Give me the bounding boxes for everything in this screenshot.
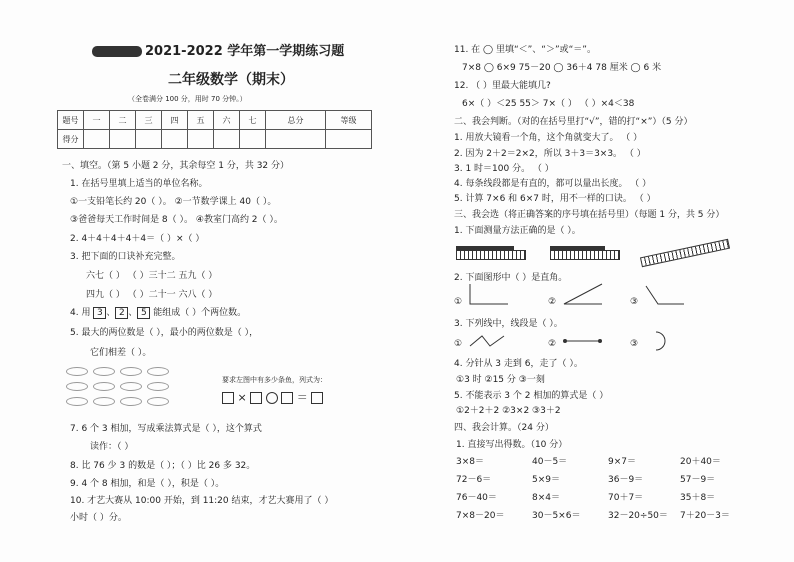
fish-icon [93,367,115,376]
zigzag-line-figure [468,332,508,350]
calc-item: 76－40＝ [456,493,497,503]
score-header-cell: 四 [162,111,188,130]
judge-2: 2. 因为 2＋2＝2×2，所以 3＋3＝3×3。 （ ） [454,149,646,159]
calc-item: 30－5×6＝ [532,511,581,521]
fish-icon [66,382,88,391]
score-header-cell: 七 [240,111,266,130]
question-11: 11. 在 ◯ 里填“＜”、“＞”或“＝”。 [454,45,596,55]
question-7-a: 7. 6 个 3 相加，写成乘法算式是（ ），这个算式 [70,424,262,434]
question-3-row-b: 四九（ ） （ ）二十一 六八（ ） [86,290,218,300]
score-cell[interactable] [162,130,188,149]
section-4-heading: 四、我会计算。（24 分） [454,423,554,433]
calc-item: 36－9＝ [608,475,644,485]
question-12: 12. （ ）里最大能填几? [454,81,551,91]
question-4-prefix: 4. 用 [70,308,91,318]
calc-item: 20＋40＝ [680,457,721,467]
question-11-items: 7×8 ◯ 6×9 75－20 ◯ 36＋4 78 厘米 ◯ 6 米 [462,63,662,73]
question-3-row-a: 六七（ ） （ ）三十二 五九（ ） [86,271,218,281]
fish-icon [147,382,169,391]
choice-1: 1. 下面测量方法正确的是（ ）。 [454,226,581,236]
exam-title: 2021-2022 学年第一学期练习题 [145,44,345,59]
question-4-suffix: 能组成（ ）个两位数。 [153,308,247,318]
section-2-heading: 二、我会判断。（对的在括号里打“√”，错的打“×”）（5 分） [454,117,693,127]
judge-1: 1. 用放大镜看一个角，这个角就变大了。 （ ） [454,133,643,143]
question-9: 9. 4 个 8 相加，和是（ ），积是（ ）。 [70,479,225,489]
digit-card-2: 2 [115,307,128,319]
calc-item: 40－5＝ [532,457,568,467]
judge-5: 5. 计算 7×6 和 6×7 时，用不一样的口诀。 （ ） [454,194,656,204]
score-cell[interactable] [326,130,372,149]
answer-box[interactable] [281,392,293,404]
choice-5-options: ①2＋2＋2 ②3×2 ③3＋2 [456,406,561,416]
score-header-cell: 题号 [58,111,84,130]
question-6-note: 要求左图中有多少条鱼，列式为： [222,376,327,384]
calc-item: 8×4＝ [532,493,560,503]
ruler-option-1 [456,250,526,260]
score-cell[interactable] [110,130,136,149]
choice-4: 4. 分针从 3 走到 6，走了（ ）。 [454,359,583,369]
fish-icon [147,397,169,406]
fish-icon [66,397,88,406]
choice-4-options: ①3 时 ②15 分 ③一刻 [456,375,545,385]
score-header-cell: 总分 [266,111,326,130]
question-1-row-b: ③爸爸每天工作时间是 8（ ）。 ④教室门高约 2（ ）。 [70,215,283,225]
exam-note: （全卷满分 100 分，用时 70 分钟。） [128,95,247,103]
question-10-a: 10. 才艺大赛从 10:00 开始，到 11:20 结束，才艺大赛用了（ ） [70,496,334,506]
choice-3-opt-3: ③ [630,339,639,349]
score-header-cell: 等级 [326,111,372,130]
operator-circle[interactable] [266,392,278,404]
fish-icon [93,382,115,391]
obtuse-angle-figure [644,282,686,306]
right-angle-figure [468,282,510,306]
curve-figure [646,330,666,352]
calc-item: 9×7＝ [608,457,636,467]
judge-4: 4. 每条线段都是有直的，都可以量出长度。 （ ） [454,179,652,189]
question-3: 3. 把下面的口诀补充完整。 [70,252,181,262]
judge-3: 3. 1 时＝100 分。 （ ） [454,164,554,174]
question-4: 4. 用 3 、 2 、 5 能组成（ ）个两位数。 [70,308,247,318]
question-5-a: 5. 最大的两位数是（ ），最小的两位数是（ ）， [70,328,259,338]
choice-2-opt-1: ① [454,297,463,307]
answer-box[interactable] [250,392,262,404]
question-1-row-a: ①一支铅笔长约 20（ ）。 ②一节数学课上 40（ ）。 [70,197,277,207]
calc-item: 70＋7＝ [608,493,644,503]
section-1-heading: 一、填空。（第 5 小题 2 分，其余每空 1 分，共 32 分） [62,161,290,171]
choice-2: 2. 下面图形中（ ）是直角。 [454,273,568,283]
fish-icon [120,382,142,391]
score-cell[interactable] [214,130,240,149]
fish-icon [120,397,142,406]
calc-item: 7×8－20＝ [456,511,505,521]
digit-card-5: 5 [137,307,150,319]
calc-item: 7＋20－3＝ [680,511,730,521]
question-7-b: 读作：（ ） [90,442,134,452]
fish-icon [66,367,88,376]
choice-5: 5. 不能表示 3 个 2 相加的算式是（ ） [454,391,609,401]
acute-angle-figure [562,282,604,306]
calc-item: 3×8＝ [456,457,484,467]
calc-heading: 1. 直接写出得数。（10 分） [456,440,568,450]
exam-subtitle: 二年级数学（期末） [168,72,294,88]
score-cell[interactable] [136,130,162,149]
score-cell[interactable] [266,130,326,149]
score-row-label: 得分 [58,130,84,149]
question-1: 1. 在括号里填上适当的单位名称。 [70,179,208,189]
fish-picture [66,367,171,409]
choice-2-opt-3: ③ [630,297,639,307]
fish-icon [147,367,169,376]
score-header-cell: 一 [84,111,110,130]
fish-icon [93,397,115,406]
question-5-b: 它们相差（ ）。 [90,348,152,358]
score-header-cell: 二 [110,111,136,130]
choice-2-opt-2: ② [548,297,557,307]
calc-item: 72－6＝ [456,475,492,485]
question-2: 2. 4＋4＋4＋4＋4＝（ ）×（ ） [70,234,205,244]
choice-3: 3. 下列线中，线段是（ ）。 [454,319,563,329]
choice-3-opt-1: ① [454,339,463,349]
calc-item: 32－20÷50＝ [608,511,668,521]
question-8: 8. 比 76 少 3 的数是（ ）；（ ）比 26 多 32。 [70,461,256,471]
calc-item: 35＋8＝ [680,493,716,503]
score-header-cell: 三 [136,111,162,130]
score-cell[interactable] [240,130,266,149]
score-table [57,110,372,149]
answer-box[interactable] [222,392,234,404]
pencil-option-2 [550,246,605,250]
digit-card-3: 3 [93,307,106,319]
answer-box[interactable] [311,392,323,404]
pencil-option-1 [456,246,514,250]
score-header-cell: 五 [188,111,214,130]
ruler-option-3 [640,239,730,267]
score-header-cell: 六 [214,111,240,130]
score-cell[interactable] [188,130,214,149]
question-12-items: 6×（ ）＜25 55＞ 7×（ ） （ ）×4＜38 [462,99,635,109]
choice-3-opt-2: ② [548,339,557,349]
fish-icon [120,367,142,376]
calc-item: 5×9＝ [532,475,560,485]
redacted-school-name [92,46,142,57]
score-cell[interactable] [84,130,110,149]
ruler-option-2 [550,250,620,260]
line-segment-figure [562,336,604,346]
calc-item: 57－9＝ [680,475,716,485]
question-6-answer-boxes: × ＝ [222,392,323,404]
section-3-heading: 三、我会选（将正确答案的序号填在括号里）（每题 1 分，共 5 分） [454,210,725,220]
question-10-b: 小时（ ）分。 [70,513,127,523]
